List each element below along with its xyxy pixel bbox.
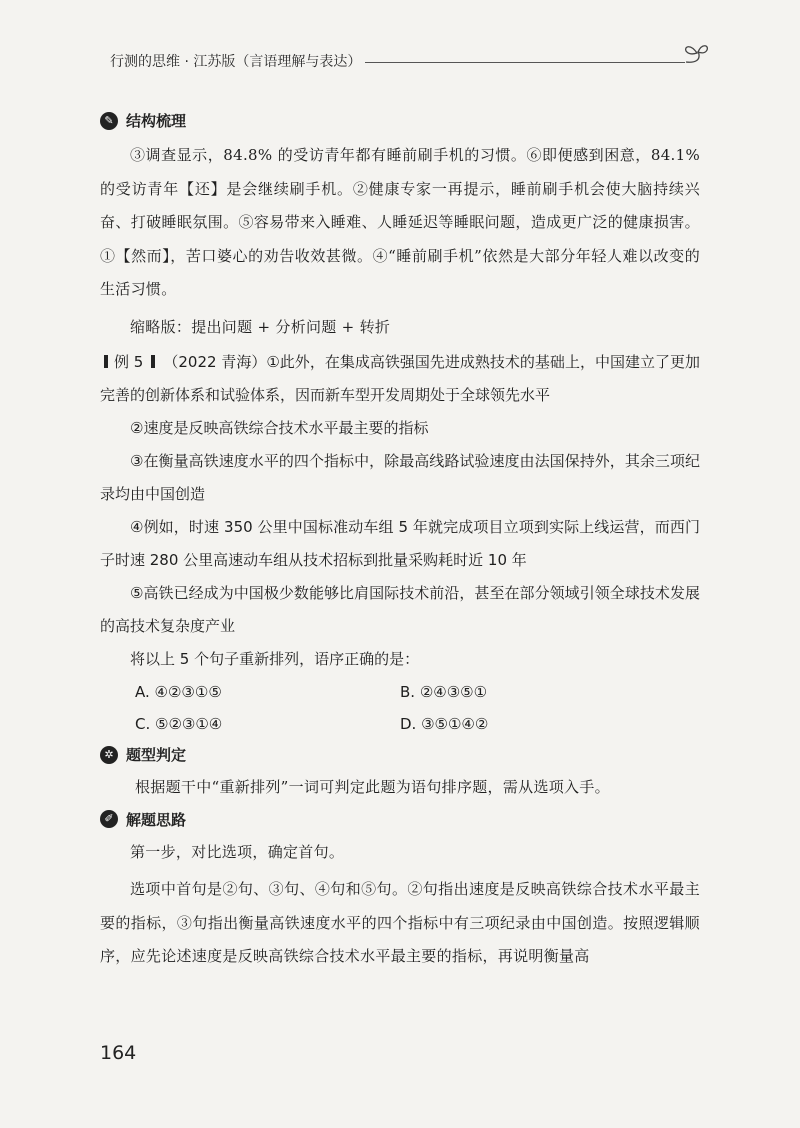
book-title: 行测的思维 · 江苏版（言语理解与表达）: [110, 54, 362, 70]
running-header: [110, 47, 710, 77]
answer-options: [135, 676, 700, 740]
sprout-icon: [682, 41, 710, 71]
scroll-icon: ✎: [100, 112, 118, 130]
bracket-bar-icon: [151, 355, 155, 368]
page-number: 164: [100, 1042, 137, 1064]
bracket-bar-icon: [104, 355, 108, 368]
option-b[interactable]: B. ②④③⑤①: [400, 683, 488, 701]
structure-heading-label: 结构梳理: [126, 112, 187, 130]
solution-heading-label: 解题思路: [126, 810, 187, 829]
header-rule: [365, 62, 685, 63]
option-a[interactable]: A. ④②③①⑤: [135, 683, 222, 701]
example-sentence-3: ③在衡量高铁速度水平的四个指标中，除最高线路试验速度由法国保持外，其余三项纪录均由中国创造: [100, 452, 700, 503]
example-block: [100, 346, 700, 740]
question-stem: 将以上 5 个句子重新排列，语序正确的是：: [130, 650, 420, 668]
gear-icon: ✲: [100, 746, 118, 764]
option-c[interactable]: C. ⑤②③①④: [135, 715, 223, 733]
pen-icon: ✐: [100, 810, 118, 828]
example-source: （2022 青海）: [163, 353, 267, 371]
type-text: 根据题干中“重新排列”一词可判定此题为语句排序题，需从选项入手。: [135, 778, 610, 796]
example-sentence-5: ⑤高铁已经成为中国极少数能够比肩国际技术前沿，甚至在部分领域引领全球技术发展的高技术复杂度产业: [100, 584, 700, 635]
example-sentence-2: ②速度是反映高铁综合技术水平最主要的指标: [130, 419, 429, 437]
solution-step: 第一步，对比选项，确定首句。: [130, 842, 345, 861]
page-content: [100, 110, 700, 974]
solution-text: 选项中首句是②句、③句、④句和⑤句。②句指出速度是反映高铁综合技术水平最主要的指标，③句指出衡量高铁速度水平的四个指标中有三项纪录由中国创造。按照逻辑顺序，应先论述速度是反映高铁综合技术水平最主要的指标，再说明衡量高: [100, 880, 700, 965]
option-d[interactable]: D. ③⑤①④②: [400, 715, 489, 733]
example-label: 例 5: [100, 353, 163, 371]
example-sentence-4: ④例如，时速 350 公里中国标准动车组 5 年就完成项目立项到实际上线运营，而西门子时速 280 公里高速动车组从技术招标到批量采购耗时近 10 年: [100, 518, 700, 569]
type-heading: [100, 744, 700, 765]
type-heading-label: 题型判定: [126, 746, 187, 764]
structure-heading: [100, 110, 700, 131]
solution-heading: [100, 809, 700, 830]
example-sentence-1: [100, 346, 700, 412]
summary-line: 缩略版：提出问题 + 分析问题 + 转折: [130, 317, 391, 336]
structure-paragraph: ③调查显示，84.8% 的受访青年都有睡前刷手机的习惯。⑥即便感到困意，84.1% 的受访青年【还】是会继续刷手机。②健康专家一再提示，睡前刷手机会使大脑持续兴奋、打破睡眠氛围。⑤容易带来入睡难、人睡延迟等睡眠问题，造成更广泛的健康损害。①【然而】，苦口婆心的劝告收效甚微。④“睡前刷手机”依然是大部分年轻人难以改变的生活习惯。: [100, 146, 700, 298]
sentence-1-text: ①此外，在集成高铁强国先进成熟技术的基础上，中国建立了更加完善的创新体系和试验体系，因而新车型开发周期处于全球领先水平: [100, 353, 701, 404]
